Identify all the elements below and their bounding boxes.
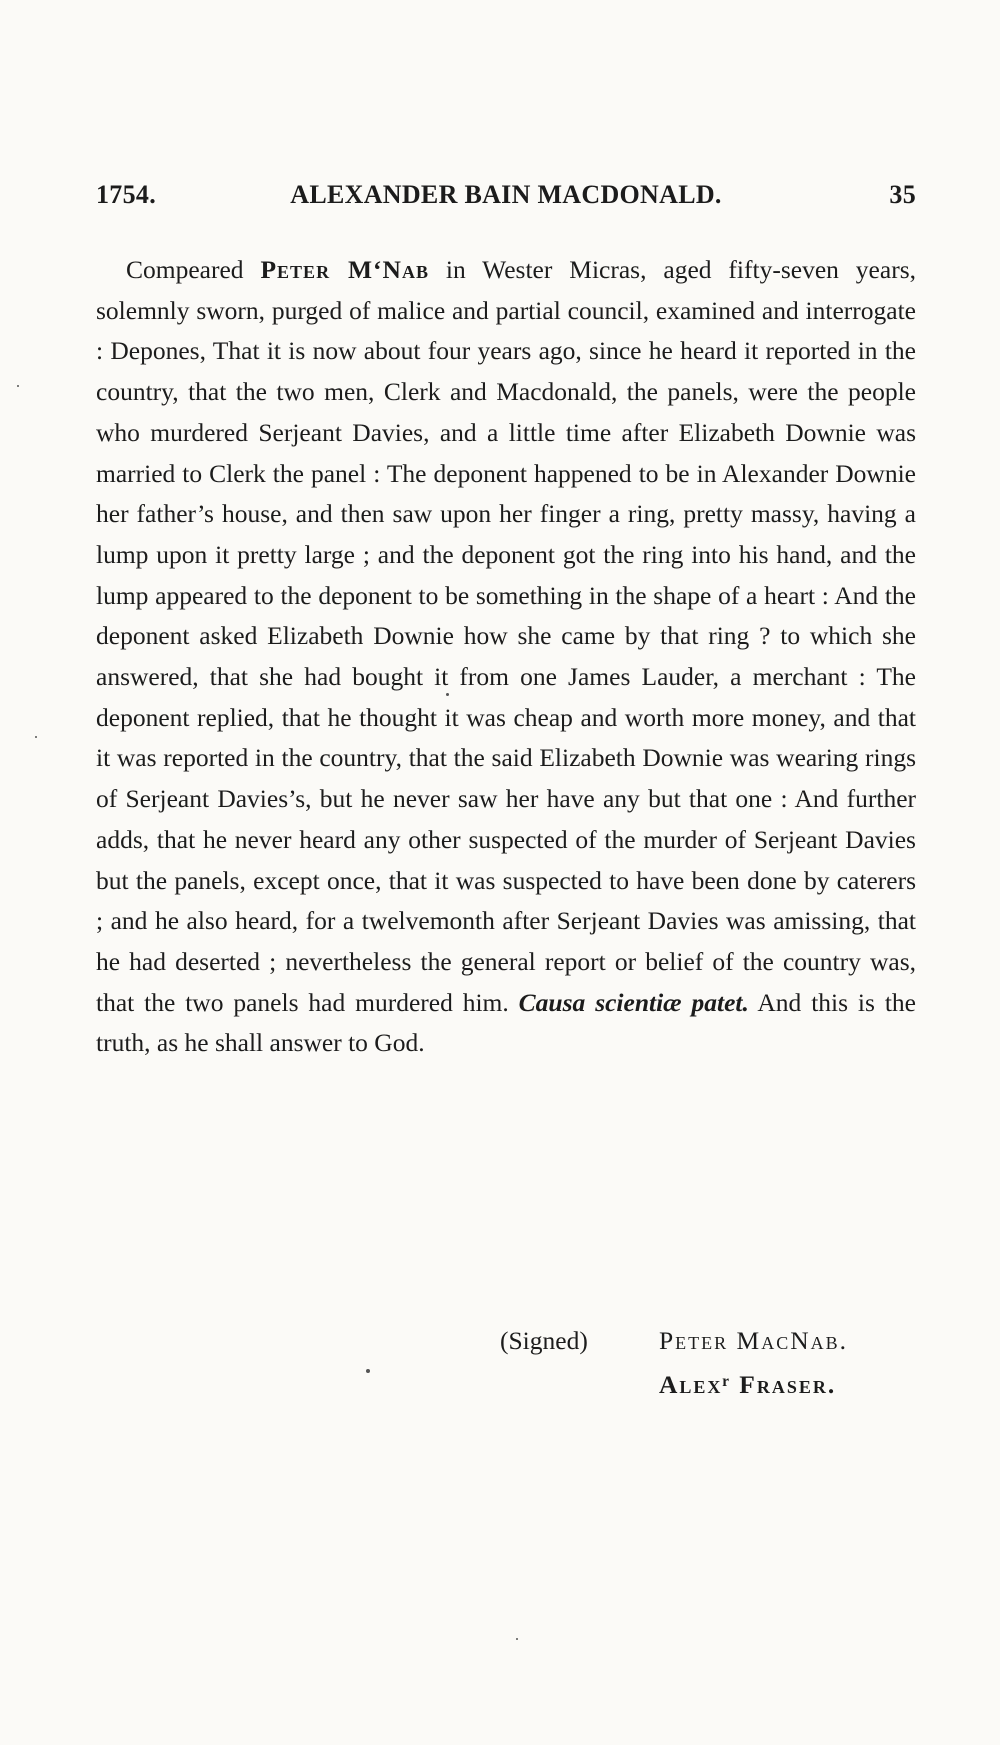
deposition-lead: Compeared [126,255,261,284]
deponent-name: Peter M‘Nab [260,255,429,284]
page-speck [446,693,449,696]
page-speck [366,1369,370,1373]
page-speck [17,385,19,387]
header-title: ALEXANDER BAIN MACDONALD. [290,180,722,209]
header-year: 1754. [96,180,156,209]
running-header [96,180,916,220]
deposition-paragraph [96,250,916,1064]
signatory-macnab: Peter MacNab. [659,1326,849,1355]
latin-phrase: Causa scientiæ patet. [518,987,749,1017]
page-speck [516,1638,518,1640]
signatory-fraser: Alexʳ Fraser. [659,1370,837,1399]
deposition-body [96,250,916,1064]
page-speck [35,736,37,738]
deposition-closing: And this is the truth, as he shall answer to God. [96,987,916,1058]
signed-label: (Signed) [500,1326,588,1355]
page-number: 35 [889,180,916,209]
deposition-text: in Wester Micras, aged fifty-seven years, solemnly sworn, purged of malice and partial council, examined and interrogate : Depones, That it is now about four years ago, since he heard it reported in the country, that the two men, Clerk and Macdonald, the panels, were the people who murdered Serjeant Davies, and a little time after Elizabeth Downie was married to Clerk the panel : The deponent happened to be in Alexander Downie her father’s house, and then saw upon her finger a ring, pretty massy, having a lump upon it pretty large ; and the deponent got the ring into his hand, and the lump appeared to the deponent to be something in the shape of a heart : And the deponent asked Elizabeth Downie how she came by that ring ? to which she answered, that she had bought it from one James Lauder, a merchant : The deponent replied, that he thought it was cheap and worth more money, and that it was reported in the country, that the said Elizabeth Downie was wearing rings of Serjeant Davies’s, but he never saw her have any but that one : And further adds, that he never heard any other suspected of the murder of Serjeant Davies but the panels, except once, that it was suspected to have been done by caterers ; and he also heard, for a twelvemonth after Serjeant Davies was amissing, that he had deserted ; nevertheless the general report or belief of the country was, that the two panels had murdered him. [96,255,916,1017]
